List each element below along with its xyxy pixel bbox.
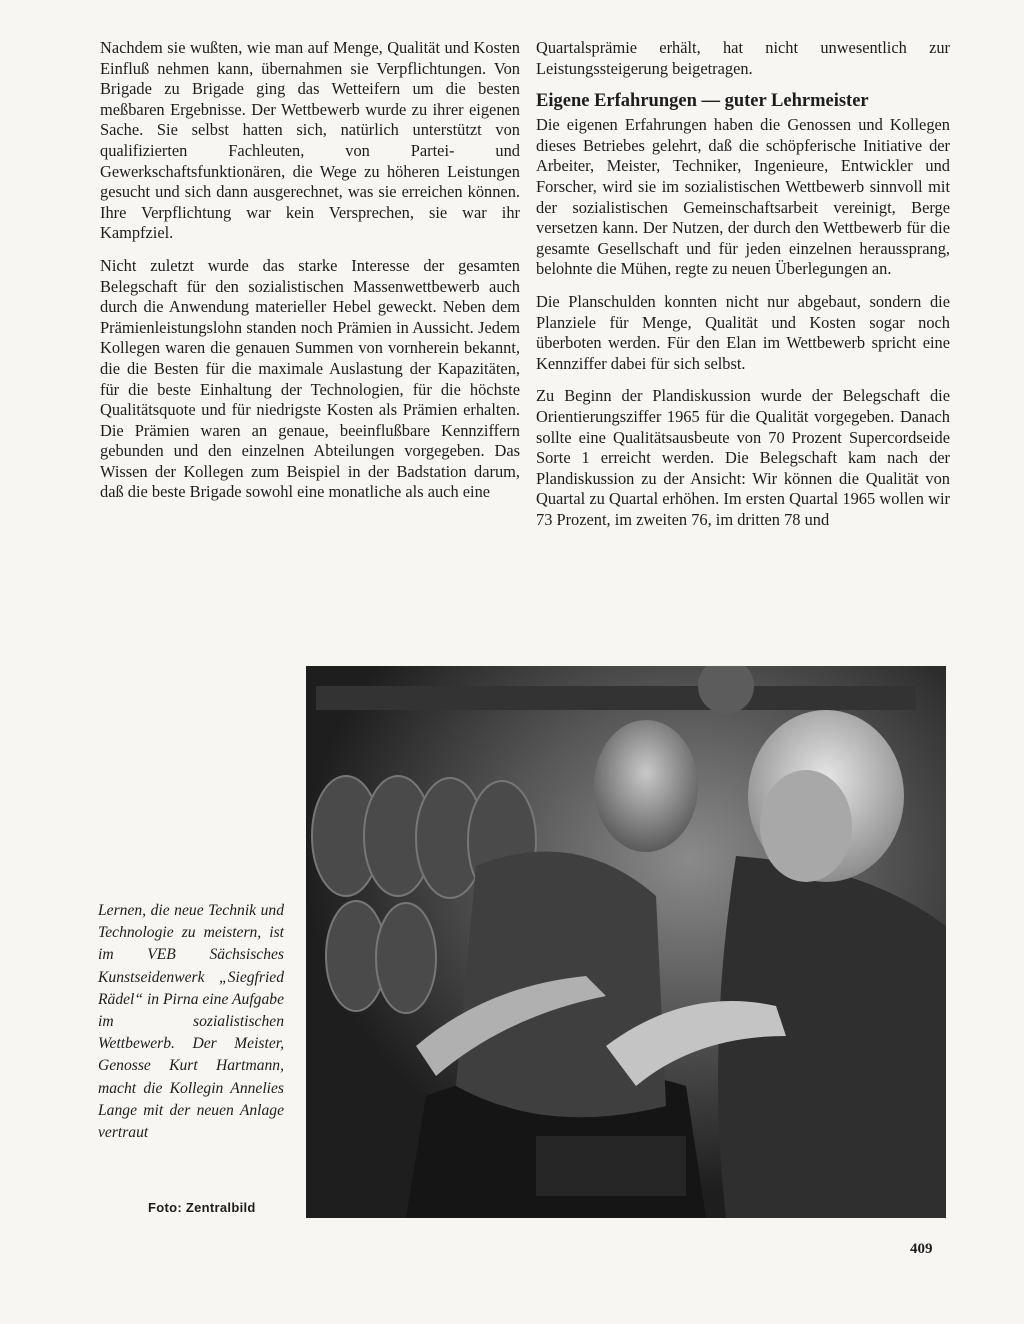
page-number: 409 (910, 1241, 933, 1257)
body-paragraph: Nachdem sie wußten, wie man auf Menge, Qualität und Kosten Einfluß nehmen kann, übernahmen sie Verpflichtungen. Von Brigade zu Brigade ging das Wetteifern um die besten meßbaren Ergebnisse. Der Wettbewerb wurde zu ihrer eigenen Sache. Sie selbst hatten sich, natürlich unterstützt von qualifizierten Fachleuten, von Partei- und Gewerkschaftsfunktionären, die Wege zu höheren Leistungen gesucht und sich dann ausgerechnet, was sie erreichen können. Ihre Verpflichtung war kein Versprechen, sie war ihr Kampfziel. (100, 38, 520, 243)
photo-caption: Lernen, die neue Technik und Technologie zu meistern, ist im VEB Sächsisches Kunstseidenwerk „Siegfried Rädel“ in Pirna eine Aufgabe im sozialistischen Wettbewerb. Der Meister, Genosse Kurt Hartmann, macht die Kollegin Annelies Lange mit der neuen Anlage vertraut (98, 902, 284, 1142)
photo-workers-at-machine (306, 666, 946, 1218)
body-paragraph: Nicht zuletzt wurde das starke Interesse der gesamten Belegschaft für den sozialistischen Massenwettbewerb auch durch die Anwendung materieller Hebel geweckt. Neben dem Prämienleistungslohn standen noch Prämien in Aussicht. Jedem Kollegen waren die genauen Summen von vornherein bekannt, die die Besten für die maximale Auslastung der Kapazitäten, für die beste Einhaltung der Technologien, für die höchste Qualitätsquote und für niedrigste Kosten als Prämien erhalten. Die Prämien waren an genaue, beeinflußbare Kennziffern gebunden und den einzelnen Abteilungen vorgegeben. Das Wissen der Kollegen zum Beispiel in der Badstation darum, daß die beste Brigade sowohl eine monatliche als auch eine (100, 255, 520, 502)
body-paragraph: Die eigenen Erfahrungen haben die Genossen und Kollegen dieses Betriebes gelehrt, daß die schöpferische Initiative der Arbeiter, Meister, Techniker, Ingenieure, Entwickler und Forscher, wird sie im sozialistischen Wettbewerb sinnvoll mit der sozialistischen Gemeinschaftsarbeit vereinigt, Berge versetzen kann. Der Nutzen, der durch den Wettbewerb für die gesamte Gesellschaft und für jeden einzelnen heraussprang, belohnte die Mühen, regte zu neuen Überlegungen an. (536, 115, 950, 279)
section-heading: Eigene Erfahrungen — guter Lehrmeister (536, 91, 869, 112)
body-paragraph: Zu Beginn der Plandiskussion wurde der Belegschaft die Orientierungsziffer 1965 für die Qualität vorgegeben. Danach sollte eine Qualitätsausbeute von 70 Prozent Supercordseide Sorte 1 erreicht werden. Die Belegschaft kam nach der Plandiskussion zu der Ansicht: Wir können die Qualität von Quartal zu Quartal erhöhen. Im ersten Quartal 1965 wollen wir 73 Prozent, im zweiten 76, im dritten 78 und (536, 386, 950, 529)
photo-credit: Foto: Zentralbild (148, 1200, 256, 1215)
photo-illustration (306, 666, 946, 1218)
continued-paragraph: Quartalsprämie erhält, hat nicht unwesentlich zur Leistungssteigerung beigetragen. (536, 38, 950, 78)
left-text-column (100, 38, 520, 515)
body-paragraph: Die Planschulden konnten nicht nur abgebaut, sondern die Planziele für Menge, Qualität und Kosten sogar noch überboten werden. Für den Elan im Wettbewerb spricht eine Kennziffer dabei für sich selbst. (536, 291, 950, 373)
right-text-column (536, 38, 950, 542)
